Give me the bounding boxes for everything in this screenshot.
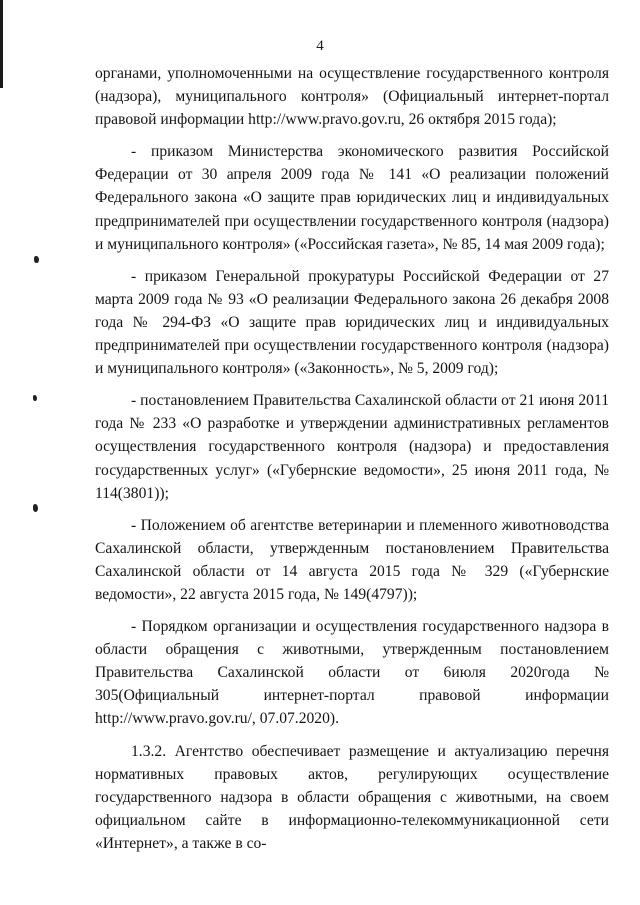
paragraph-continuation: органами, уполномоченными на осуществление государственного контроля (надзора), муниципального контроля» (Официальный интернет-портал правовой информации http://www.pravo.gov.ru, 26 октября 2015 года); xyxy=(95,65,609,129)
paragraph: 1.3.2. Агентство обеспечивает размещение и актуализацию перечня нормативных правовых актов, регулирующих осуществление государственного надзора в области обращения с животными, на своем официальном сайте в информационно-телекоммуникационной сети «Интернет», а также в со- xyxy=(95,742,609,852)
paragraph: - приказом Министерства экономического развития Российской Федерации от 30 апреля 2009 года № 141 «О реализации положений Федерального закона «О защите прав юридических лиц и индивидуальных предпринимателей при осуществлении государственного контроля (надзора) и муниципального контроля» («Российская газета», № 85, 14 мая 2009 года); xyxy=(95,143,609,253)
body-text xyxy=(95,62,609,864)
page-number: 4 xyxy=(316,38,324,54)
paragraph: - постановлением Правительства Сахалинской области от 21 июня 2011 года № 233 «О разработке и утверждении административных регламентов осуществления государственного контроля (надзора) и предоставления государственных услуг» («Губернские ведомости», 25 июня 2011 года, № 114(3801)); xyxy=(95,392,609,502)
hole-punch-mark xyxy=(33,504,38,512)
paragraph: - Положением об агентстве ветеринарии и племенного животноводства Сахалинской области, утвержденным постановлением Правительства Сахалинской области от 14 августа 2015 года № 329 («Губернские ведомости», 22 августа 2015 года, № 149(4797)); xyxy=(95,516,609,603)
hole-punch-mark xyxy=(34,256,39,263)
paragraph: - приказом Генеральной прокуратуры Российской Федерации от 27 марта 2009 года № 93 «О реализации Федерального закона 26 декабря 2008 года № 294-ФЗ «О защите прав юридических лиц и индивидуальных предпринимателей при осуществлении государственного контроля (надзора) и муниципального контроля» («Законность», № 5, 2009 год); xyxy=(95,267,609,378)
hole-punch-mark xyxy=(33,395,37,401)
paragraph: - Порядком организации и осуществления государственного надзора в области обращения с животными, утвержденным постановлением Правительства Сахалинской области от 6июля 2020года № 305(Официальный интернет-портал правовой информации http://www.pravo.gov.ru/, 07.07.2020). xyxy=(95,618,609,728)
